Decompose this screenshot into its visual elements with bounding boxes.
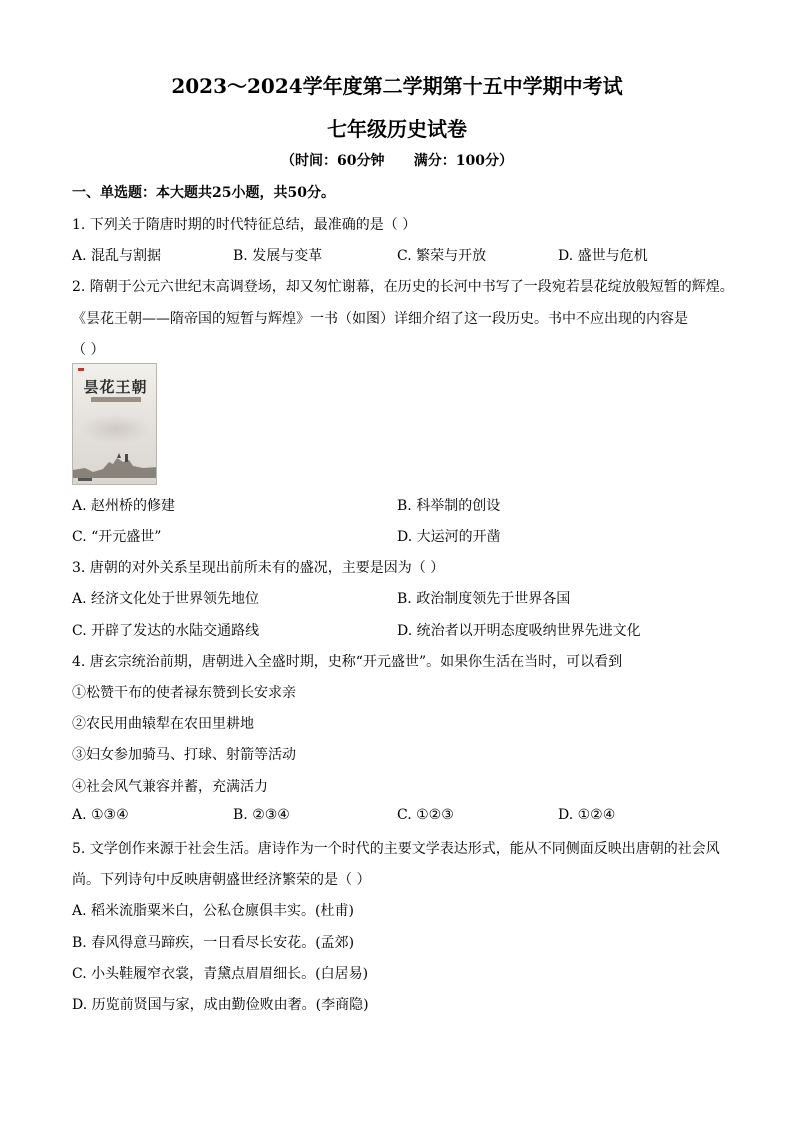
- question-3-option-c: C. 开辟了发达的水陆交通路线: [72, 623, 260, 639]
- question-4-option-c: C. ①②③: [397, 807, 454, 823]
- question-4-option-d: D. ①②④: [558, 807, 616, 823]
- question-5-stem-line-1: 5. 文学创作来源于社会生活。唐诗作为一个时代的主要文学表达形式，能从不同侧面反映出唐朝的社会风: [72, 841, 720, 857]
- question-2-option-c: C. “开元盛世”: [72, 529, 162, 545]
- question-5-option-c: C. 小头鞋履窄衣裳，青黛点眉眉细长。(白居易): [72, 966, 369, 982]
- question-5-option-d: D. 历览前贤国与家，成由勤俭败由奢。(李商隐): [72, 997, 369, 1013]
- question-3-option-d: D. 统治者以开明态度吸纳世界先进文化: [397, 623, 641, 639]
- question-4-stem: 4. 唐玄宗统治前期，唐朝进入全盛时期，史称“开元盛世”。如果你生活在当时，可以看到: [72, 654, 623, 670]
- publisher-mark: [78, 368, 84, 371]
- book-cover-image: [72, 363, 157, 485]
- question-4-item-4: ④社会风气兼容并蓄，充满活力: [72, 779, 268, 795]
- question-4-item-1: ①松赞干布的使者禄东赞到长安求亲: [72, 685, 296, 701]
- question-1-option-c: C. 繁荣与开放: [397, 248, 487, 264]
- question-2-stem-line-1: 2. 隋朝于公元六世纪末高调登场，却又匆忙谢幕，在历史的长河中书写了一段宛若昙花绽放般短暂的辉煌。: [72, 279, 734, 295]
- book-cover-subtitle-band: [91, 397, 141, 402]
- question-4-item-2: ②农民用曲辕犁在农田里耕地: [72, 716, 254, 732]
- exam-title: 2023～2024学年度第二学期第十五中学期中考试: [171, 74, 623, 98]
- section-heading: 一、单选题：本大题共25小题，共50分。: [72, 185, 335, 201]
- question-2-option-d: D. 大运河的开凿: [397, 529, 501, 545]
- question-4-option-a: A. ①③④: [72, 807, 129, 823]
- question-1-option-d: D. 盛世与危机: [558, 248, 648, 264]
- book-cover-ruins-illustration: [73, 450, 157, 478]
- question-3-option-a: A. 经济文化处于世界领先地位: [72, 591, 260, 607]
- question-2-stem-line-3: （ ）: [72, 342, 105, 358]
- book-cover-title: 昙花王朝: [83, 378, 148, 396]
- question-5-option-a: A. 稻米流脂粟米白，公私仓廪俱丰实。(杜甫): [72, 903, 354, 919]
- question-5-stem-line-2: 尚。下列诗句中反映唐朝盛世经济繁荣的是（ ）: [72, 872, 371, 888]
- question-2-option-a: A. 赵州桥的修建: [72, 498, 176, 514]
- exam-subject: 七年级历史试卷: [327, 117, 467, 141]
- book-cover-mist: [79, 414, 152, 444]
- question-1-option-a: A. 混乱与割据: [72, 248, 162, 264]
- exam-time-info: （时间：60分钟 满分：100分）: [281, 153, 513, 169]
- question-5-option-b: B. 春风得意马蹄疾，一日看尽长安花。(孟郊): [72, 935, 355, 951]
- question-3-option-b: B. 政治制度领先于世界各国: [397, 591, 571, 607]
- question-3-stem: 3. 唐朝的对外关系呈现出前所未有的盛况，主要是因为（ ）: [72, 560, 445, 576]
- question-2-option-b: B. 科举制的创设: [397, 498, 501, 514]
- question-4-item-3: ③妇女参加骑马、打球、射箭等活动: [72, 747, 296, 763]
- publisher-logo: [78, 478, 92, 481]
- question-4-option-b: B. ②③④: [233, 807, 290, 823]
- question-1-option-b: B. 发展与变革: [233, 248, 323, 264]
- question-2-stem-line-2: 《昙花王朝——隋帝国的短暂与辉煌》一书（如图）详细介绍了这一段历史。书中不应出现的内容是: [72, 311, 688, 327]
- question-1-stem: 1. 下列关于隋唐时期的时代特征总结，最准确的是（ ）: [72, 217, 417, 233]
